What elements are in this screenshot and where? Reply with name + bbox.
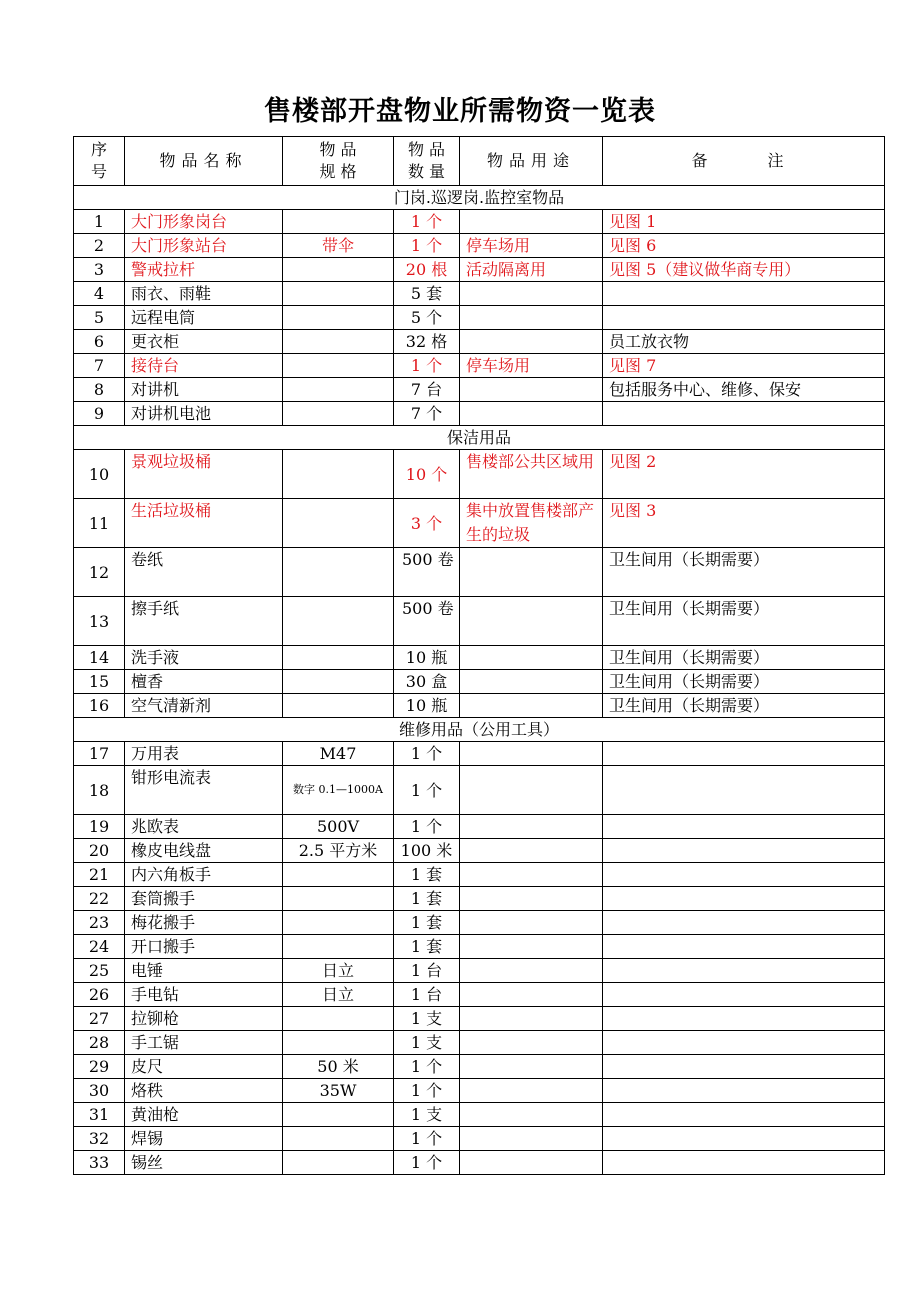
cell-note (603, 1079, 885, 1103)
cell-note: 卫生间用（长期需要） (603, 597, 885, 646)
cell-qty: 1 套 (394, 935, 460, 959)
table-row (74, 548, 885, 597)
cell-note (603, 887, 885, 911)
supplies-table (73, 136, 885, 1175)
cell-no: 7 (74, 354, 125, 378)
cell-no: 2 (74, 234, 125, 258)
cell-note (603, 935, 885, 959)
cell-no: 29 (74, 1055, 125, 1079)
cell-no: 22 (74, 887, 125, 911)
cell-qty: 30 盒 (394, 670, 460, 694)
cell-no: 1 (74, 210, 125, 234)
cell-note (603, 282, 885, 306)
cell-name: 更衣柜 (125, 330, 283, 354)
cell-qty: 1 个 (394, 1127, 460, 1151)
cell-use: 停车场用 (460, 234, 603, 258)
cell-use (460, 839, 603, 863)
cell-name: 焊锡 (125, 1127, 283, 1151)
cell-qty: 1 个 (394, 354, 460, 378)
cell-no: 25 (74, 959, 125, 983)
cell-note (603, 863, 885, 887)
cell-spec: 带伞 (283, 234, 394, 258)
table-row (74, 1103, 885, 1127)
table-row (74, 742, 885, 766)
cell-note: 包括服务中心、维修、保安 (603, 378, 885, 402)
table-row (74, 670, 885, 694)
section-title: 维修用品（公用工具） (74, 718, 885, 742)
cell-no: 24 (74, 935, 125, 959)
cell-use (460, 766, 603, 815)
table-row (74, 1007, 885, 1031)
cell-use (460, 330, 603, 354)
cell-use (460, 282, 603, 306)
cell-use (460, 911, 603, 935)
table-row (74, 402, 885, 426)
table-row (74, 306, 885, 330)
cell-note (603, 1031, 885, 1055)
cell-use (460, 815, 603, 839)
header-name: 物品名称 (125, 137, 283, 186)
cell-note (603, 815, 885, 839)
cell-name: 空气清新剂 (125, 694, 283, 718)
cell-spec (283, 354, 394, 378)
cell-use: 停车场用 (460, 354, 603, 378)
cell-name: 擦手纸 (125, 597, 283, 646)
cell-spec (283, 402, 394, 426)
cell-spec (283, 330, 394, 354)
table-row (74, 499, 885, 548)
table-row (74, 1055, 885, 1079)
cell-spec: 日立 (283, 959, 394, 983)
cell-use (460, 863, 603, 887)
table-row (74, 1079, 885, 1103)
cell-qty: 10 个 (394, 450, 460, 499)
cell-spec (283, 670, 394, 694)
cell-note (603, 1127, 885, 1151)
cell-use (460, 402, 603, 426)
cell-use (460, 742, 603, 766)
cell-note (603, 742, 885, 766)
cell-note (603, 1055, 885, 1079)
cell-note: 见图 6 (603, 234, 885, 258)
cell-name: 橡皮电线盘 (125, 839, 283, 863)
cell-name: 雨衣、雨鞋 (125, 282, 283, 306)
cell-name: 钳形电流表 (125, 766, 283, 815)
cell-note: 卫生间用（长期需要） (603, 646, 885, 670)
cell-use (460, 646, 603, 670)
cell-note (603, 959, 885, 983)
cell-qty: 10 瓶 (394, 646, 460, 670)
table-row (74, 378, 885, 402)
cell-note: 卫生间用（长期需要） (603, 670, 885, 694)
header-note: 备注 (603, 137, 885, 186)
section-row (74, 186, 885, 210)
cell-no: 19 (74, 815, 125, 839)
cell-qty: 5 套 (394, 282, 460, 306)
cell-qty: 1 台 (394, 959, 460, 983)
cell-name: 景观垃圾桶 (125, 450, 283, 499)
cell-spec (283, 1007, 394, 1031)
cell-use (460, 887, 603, 911)
cell-qty: 1 台 (394, 983, 460, 1007)
cell-name: 梅花搬手 (125, 911, 283, 935)
cell-spec (283, 887, 394, 911)
cell-name: 生活垃圾桶 (125, 499, 283, 548)
cell-qty: 5 个 (394, 306, 460, 330)
cell-use (460, 210, 603, 234)
cell-spec: 日立 (283, 983, 394, 1007)
cell-no: 11 (74, 499, 125, 548)
cell-no: 12 (74, 548, 125, 597)
cell-no: 20 (74, 839, 125, 863)
cell-spec (283, 911, 394, 935)
cell-spec (283, 1151, 394, 1175)
cell-spec (283, 258, 394, 282)
cell-no: 31 (74, 1103, 125, 1127)
cell-spec: M47 (283, 742, 394, 766)
cell-use: 集中放置售楼部产生的垃圾 (460, 499, 603, 548)
cell-name: 锡丝 (125, 1151, 283, 1175)
cell-no: 10 (74, 450, 125, 499)
cell-no: 17 (74, 742, 125, 766)
cell-use (460, 1151, 603, 1175)
cell-spec (283, 1103, 394, 1127)
table-row (74, 330, 885, 354)
cell-name: 兆欧表 (125, 815, 283, 839)
header-no: 序 号 (74, 137, 125, 186)
cell-use (460, 694, 603, 718)
cell-qty: 1 个 (394, 1151, 460, 1175)
table-row (74, 450, 885, 499)
cell-qty: 1 个 (394, 742, 460, 766)
cell-qty: 1 个 (394, 1055, 460, 1079)
cell-note: 见图 3 (603, 499, 885, 548)
table-row (74, 282, 885, 306)
cell-use (460, 935, 603, 959)
section-title: 门岗.巡逻岗.监控室物品 (74, 186, 885, 210)
table-row (74, 234, 885, 258)
cell-no: 13 (74, 597, 125, 646)
cell-note (603, 766, 885, 815)
cell-name: 皮尺 (125, 1055, 283, 1079)
cell-spec (283, 597, 394, 646)
table-row (74, 646, 885, 670)
cell-note: 见图 5（建议做华商专用） (603, 258, 885, 282)
cell-note (603, 839, 885, 863)
cell-qty: 500 卷 (394, 548, 460, 597)
cell-name: 内六角板手 (125, 863, 283, 887)
header-qty: 物 品 数 量 (394, 137, 460, 186)
cell-name: 大门形象站台 (125, 234, 283, 258)
cell-spec (283, 378, 394, 402)
table-row (74, 935, 885, 959)
header-spec: 物 品 规 格 (283, 137, 394, 186)
cell-name: 卷纸 (125, 548, 283, 597)
cell-use (460, 1079, 603, 1103)
cell-name: 电锤 (125, 959, 283, 983)
cell-qty: 1 套 (394, 911, 460, 935)
cell-no: 14 (74, 646, 125, 670)
cell-note (603, 306, 885, 330)
cell-spec: 50 米 (283, 1055, 394, 1079)
cell-note (603, 1007, 885, 1031)
cell-spec (283, 450, 394, 499)
cell-name: 烙秩 (125, 1079, 283, 1103)
cell-use: 活动隔离用 (460, 258, 603, 282)
cell-note (603, 983, 885, 1007)
cell-name: 对讲机电池 (125, 402, 283, 426)
cell-spec (283, 646, 394, 670)
cell-note (603, 911, 885, 935)
table-row (74, 1151, 885, 1175)
cell-qty: 10 瓶 (394, 694, 460, 718)
cell-qty: 1 个 (394, 766, 460, 815)
cell-use (460, 548, 603, 597)
cell-name: 远程电筒 (125, 306, 283, 330)
cell-spec (283, 1031, 394, 1055)
table-row (74, 597, 885, 646)
cell-name: 拉铆枪 (125, 1007, 283, 1031)
table-row (74, 1127, 885, 1151)
cell-use (460, 378, 603, 402)
cell-spec (283, 499, 394, 548)
cell-name: 开口搬手 (125, 935, 283, 959)
cell-qty: 1 个 (394, 210, 460, 234)
cell-spec: 2.5 平方米 (283, 839, 394, 863)
table-row (74, 258, 885, 282)
cell-spec (283, 694, 394, 718)
cell-qty: 100 米 (394, 839, 460, 863)
cell-use (460, 1055, 603, 1079)
cell-spec: 35W (283, 1079, 394, 1103)
cell-spec (283, 210, 394, 234)
cell-name: 对讲机 (125, 378, 283, 402)
cell-qty: 1 套 (394, 863, 460, 887)
cell-no: 28 (74, 1031, 125, 1055)
cell-name: 檀香 (125, 670, 283, 694)
section-row (74, 426, 885, 450)
cell-no: 26 (74, 983, 125, 1007)
cell-no: 6 (74, 330, 125, 354)
cell-use (460, 670, 603, 694)
cell-qty: 1 支 (394, 1103, 460, 1127)
cell-no: 15 (74, 670, 125, 694)
table-row (74, 887, 885, 911)
table-row (74, 354, 885, 378)
header-row (74, 137, 885, 186)
cell-note (603, 402, 885, 426)
cell-no: 8 (74, 378, 125, 402)
cell-use (460, 1127, 603, 1151)
cell-qty: 1 套 (394, 887, 460, 911)
cell-qty: 20 根 (394, 258, 460, 282)
cell-name: 警戒拉杆 (125, 258, 283, 282)
cell-use: 售楼部公共区域用 (460, 450, 603, 499)
cell-qty: 32 格 (394, 330, 460, 354)
cell-name: 接待台 (125, 354, 283, 378)
table-row (74, 766, 885, 815)
cell-no: 21 (74, 863, 125, 887)
cell-spec (283, 548, 394, 597)
cell-note (603, 1103, 885, 1127)
cell-note: 卫生间用（长期需要） (603, 694, 885, 718)
cell-name: 黄油枪 (125, 1103, 283, 1127)
cell-note: 员工放衣物 (603, 330, 885, 354)
cell-qty: 500 卷 (394, 597, 460, 646)
cell-qty: 1 个 (394, 234, 460, 258)
cell-note: 见图 2 (603, 450, 885, 499)
cell-no: 30 (74, 1079, 125, 1103)
table-row (74, 210, 885, 234)
cell-spec (283, 282, 394, 306)
table-row (74, 911, 885, 935)
cell-use (460, 1007, 603, 1031)
cell-no: 16 (74, 694, 125, 718)
table-row (74, 839, 885, 863)
cell-spec (283, 935, 394, 959)
cell-no: 27 (74, 1007, 125, 1031)
cell-name: 大门形象岗台 (125, 210, 283, 234)
cell-use (460, 597, 603, 646)
cell-spec (283, 1127, 394, 1151)
cell-use (460, 983, 603, 1007)
cell-note: 卫生间用（长期需要） (603, 548, 885, 597)
table-row (74, 959, 885, 983)
cell-name: 手电钻 (125, 983, 283, 1007)
cell-no: 33 (74, 1151, 125, 1175)
cell-no: 4 (74, 282, 125, 306)
cell-no: 5 (74, 306, 125, 330)
cell-no: 18 (74, 766, 125, 815)
cell-name: 洗手液 (125, 646, 283, 670)
section-title: 保洁用品 (74, 426, 885, 450)
cell-no: 32 (74, 1127, 125, 1151)
cell-spec: 数字 0.1—1000A (283, 766, 394, 815)
page-title: 售楼部开盘物业所需物资一览表 (264, 96, 656, 127)
cell-qty: 1 支 (394, 1031, 460, 1055)
cell-no: 9 (74, 402, 125, 426)
cell-qty: 1 支 (394, 1007, 460, 1031)
cell-use (460, 959, 603, 983)
cell-no: 23 (74, 911, 125, 935)
section-row (74, 718, 885, 742)
table-row (74, 694, 885, 718)
header-use: 物品用途 (460, 137, 603, 186)
cell-qty: 1 个 (394, 1079, 460, 1103)
cell-use (460, 306, 603, 330)
cell-note: 见图 1 (603, 210, 885, 234)
table-body (74, 186, 885, 1175)
cell-use (460, 1103, 603, 1127)
cell-use (460, 1031, 603, 1055)
table-row (74, 983, 885, 1007)
cell-no: 3 (74, 258, 125, 282)
table-row (74, 815, 885, 839)
cell-note: 见图 7 (603, 354, 885, 378)
cell-qty: 7 个 (394, 402, 460, 426)
cell-name: 手工锯 (125, 1031, 283, 1055)
cell-name: 万用表 (125, 742, 283, 766)
table-row (74, 1031, 885, 1055)
cell-spec (283, 306, 394, 330)
cell-qty: 1 个 (394, 815, 460, 839)
cell-spec: 500V (283, 815, 394, 839)
cell-name: 套筒搬手 (125, 887, 283, 911)
cell-spec (283, 863, 394, 887)
table-row (74, 863, 885, 887)
cell-note (603, 1151, 885, 1175)
cell-qty: 7 台 (394, 378, 460, 402)
cell-qty: 3 个 (394, 499, 460, 548)
